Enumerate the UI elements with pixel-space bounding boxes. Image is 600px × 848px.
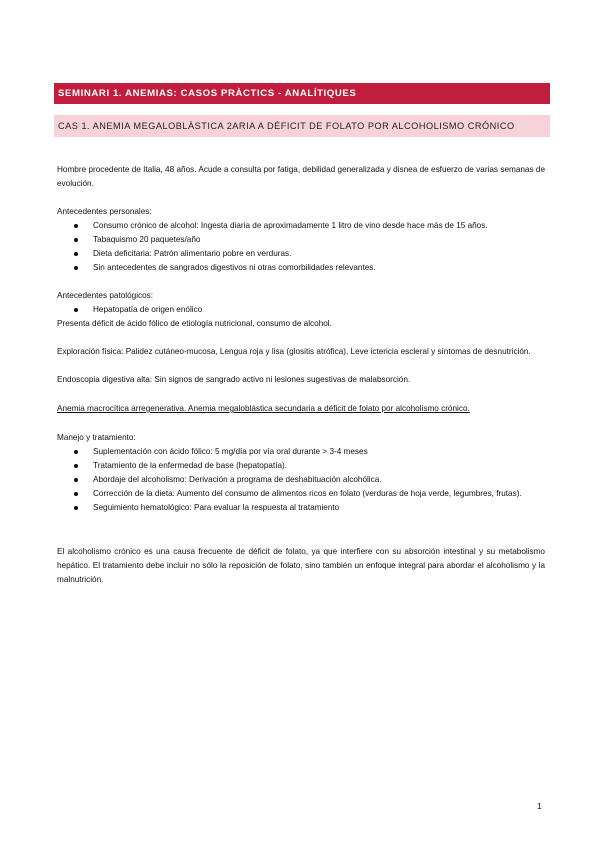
list-item: Corrección de la dieta: Aumento del consumo de alimentos ricos en folato (verduras de hoja verde, legumbres, frutas). [57,487,545,501]
list-item: Suplementación con ácido fólico: 5 mg/día por vía oral durante > 3-4 meses [57,445,545,459]
diagnosis-line: Anemia macrocítica arregenerativa. Anemia megaloblástica secundaria a déficit de folato por alcoholismo crónico. [57,404,470,413]
bullet-icon [74,308,78,312]
bullet-icon [74,478,78,482]
conclusion-paragraph: El alcoholismo crónico es una causa frecuente de déficit de folato, ya que interfiere con su absorción intestinal y su metabolismo hepático. El tratamiento debe incluir no sólo la reposición de folato, sino también un enfoque integral para abordar el alcoholismo y la malnutrición. [57,547,545,584]
list-item: Dieta deficitaria: Patrón alimentario pobre en verduras. [57,247,545,261]
personal-history-heading: Antecedentes personales: [57,207,152,216]
list-item: Consumo crónico de alcohol: Ingesta diaria de aproximadamente 1 litro de vino desde hace más de 15 años. [57,219,545,233]
pathological-history-heading: Antecedentes patológicos: [57,291,154,300]
bullet-icon [74,450,78,454]
page-number: 1 [537,801,542,811]
bullet-icon [74,492,78,496]
personal-history-list [57,219,545,275]
intro-paragraph: Hombre procedente de Italia, 48 años. Acude a consulta por fatiga, debilidad generalizada y disnea de esfuerzo de varias semanas de evolución. [57,165,545,188]
pathological-history-note: Presenta déficit de ácido fólico de etiología nutricional, consumo de alcohol. [57,319,332,328]
bullet-icon [74,506,78,510]
management-list [57,445,545,515]
bullet-icon [74,224,78,228]
management-heading: Manejo y tratamiento: [57,433,136,442]
endoscopy-paragraph: Endoscopia digestiva alta: Sin signos de sangrado activo ni lesiones sugestivas de malabsorción. [57,375,411,384]
case-title-bar: CAS 1. ANEMIA MEGALOBLÀSTICA 2ARIA A DÉFICIT DE FOLATO POR ALCOHOLISMO CRÓNICO [54,115,550,137]
physical-exam-paragraph: Exploración física: Palidez cutáneo-mucosa, Lengua roja y lisa (glositis atrófica), Leve ictericia escleral y síntomas de desnutrición. [57,347,531,356]
pathological-history-section [57,289,545,331]
bullet-icon [74,252,78,256]
list-item: Hepatopatía de origen enólico [57,303,545,317]
bullet-icon [74,266,78,270]
list-item: Sin antecedentes de sangrados digestivos ni otras comorbilidades relevantes. [57,261,545,275]
list-item: Tabaquismo 20 paquetes/año [57,233,545,247]
management-section [57,431,545,515]
list-item: Seguimiento hematológico: Para evaluar la respuesta al tratamiento [57,501,545,515]
seminar-title-banner: SEMINARI 1. ANEMIAS: CASOS PRÀCTICS - ANALÍTIQUES [54,83,550,104]
list-item: Tratamiento de la enfermedad de base (hepatopatía). [57,459,545,473]
bullet-icon [74,464,78,468]
pathological-history-list [57,303,545,317]
list-item: Abordaje del alcoholismo: Derivación a programa de deshabituación alcohólica. [57,473,545,487]
bullet-icon [74,238,78,242]
personal-history-section [57,205,545,275]
